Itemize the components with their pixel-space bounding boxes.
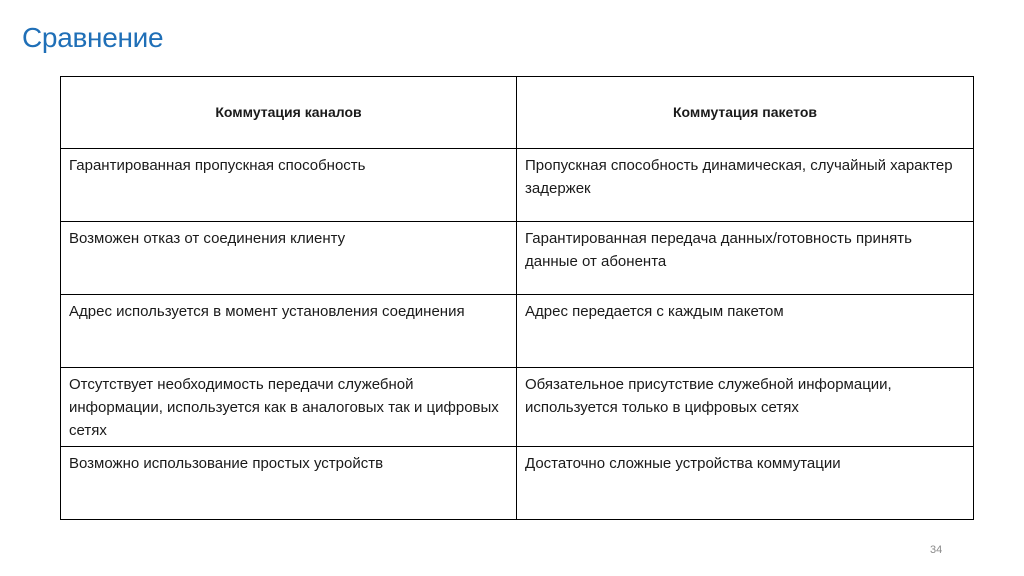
comparison-table bbox=[60, 76, 974, 520]
table-row bbox=[61, 295, 974, 368]
table-cell: Адрес используется в момент установления соединения bbox=[61, 295, 517, 368]
table-cell: Отсутствует необходимость передачи служебной информации, используется как в аналоговых так и цифровых сетях bbox=[61, 368, 517, 447]
table-row bbox=[61, 222, 974, 295]
header-packet-switching: Коммутация пакетов bbox=[517, 77, 974, 149]
table-cell: Возможен отказ от соединения клиенту bbox=[61, 222, 517, 295]
page-number: 34 bbox=[930, 544, 943, 556]
table-row bbox=[61, 447, 974, 520]
header-circuit-switching: Коммутация каналов bbox=[61, 77, 517, 149]
table-row bbox=[61, 149, 974, 222]
table-row bbox=[61, 368, 974, 447]
slide-title: Сравнение bbox=[22, 22, 164, 53]
table-cell: Гарантированная передача данных/готовность принять данные от абонента bbox=[517, 222, 974, 295]
table-cell: Обязательное присутствие служебной информации, используется только в цифровых сетях bbox=[517, 368, 974, 447]
table-header-row bbox=[61, 77, 974, 149]
table-cell: Адрес передается с каждым пакетом bbox=[517, 295, 974, 368]
table-cell: Пропускная способность динамическая, случайный характер задержек bbox=[517, 149, 974, 222]
table-cell: Возможно использование простых устройств bbox=[61, 447, 517, 520]
table-cell: Гарантированная пропускная способность bbox=[61, 149, 517, 222]
table-cell: Достаточно сложные устройства коммутации bbox=[517, 447, 974, 520]
